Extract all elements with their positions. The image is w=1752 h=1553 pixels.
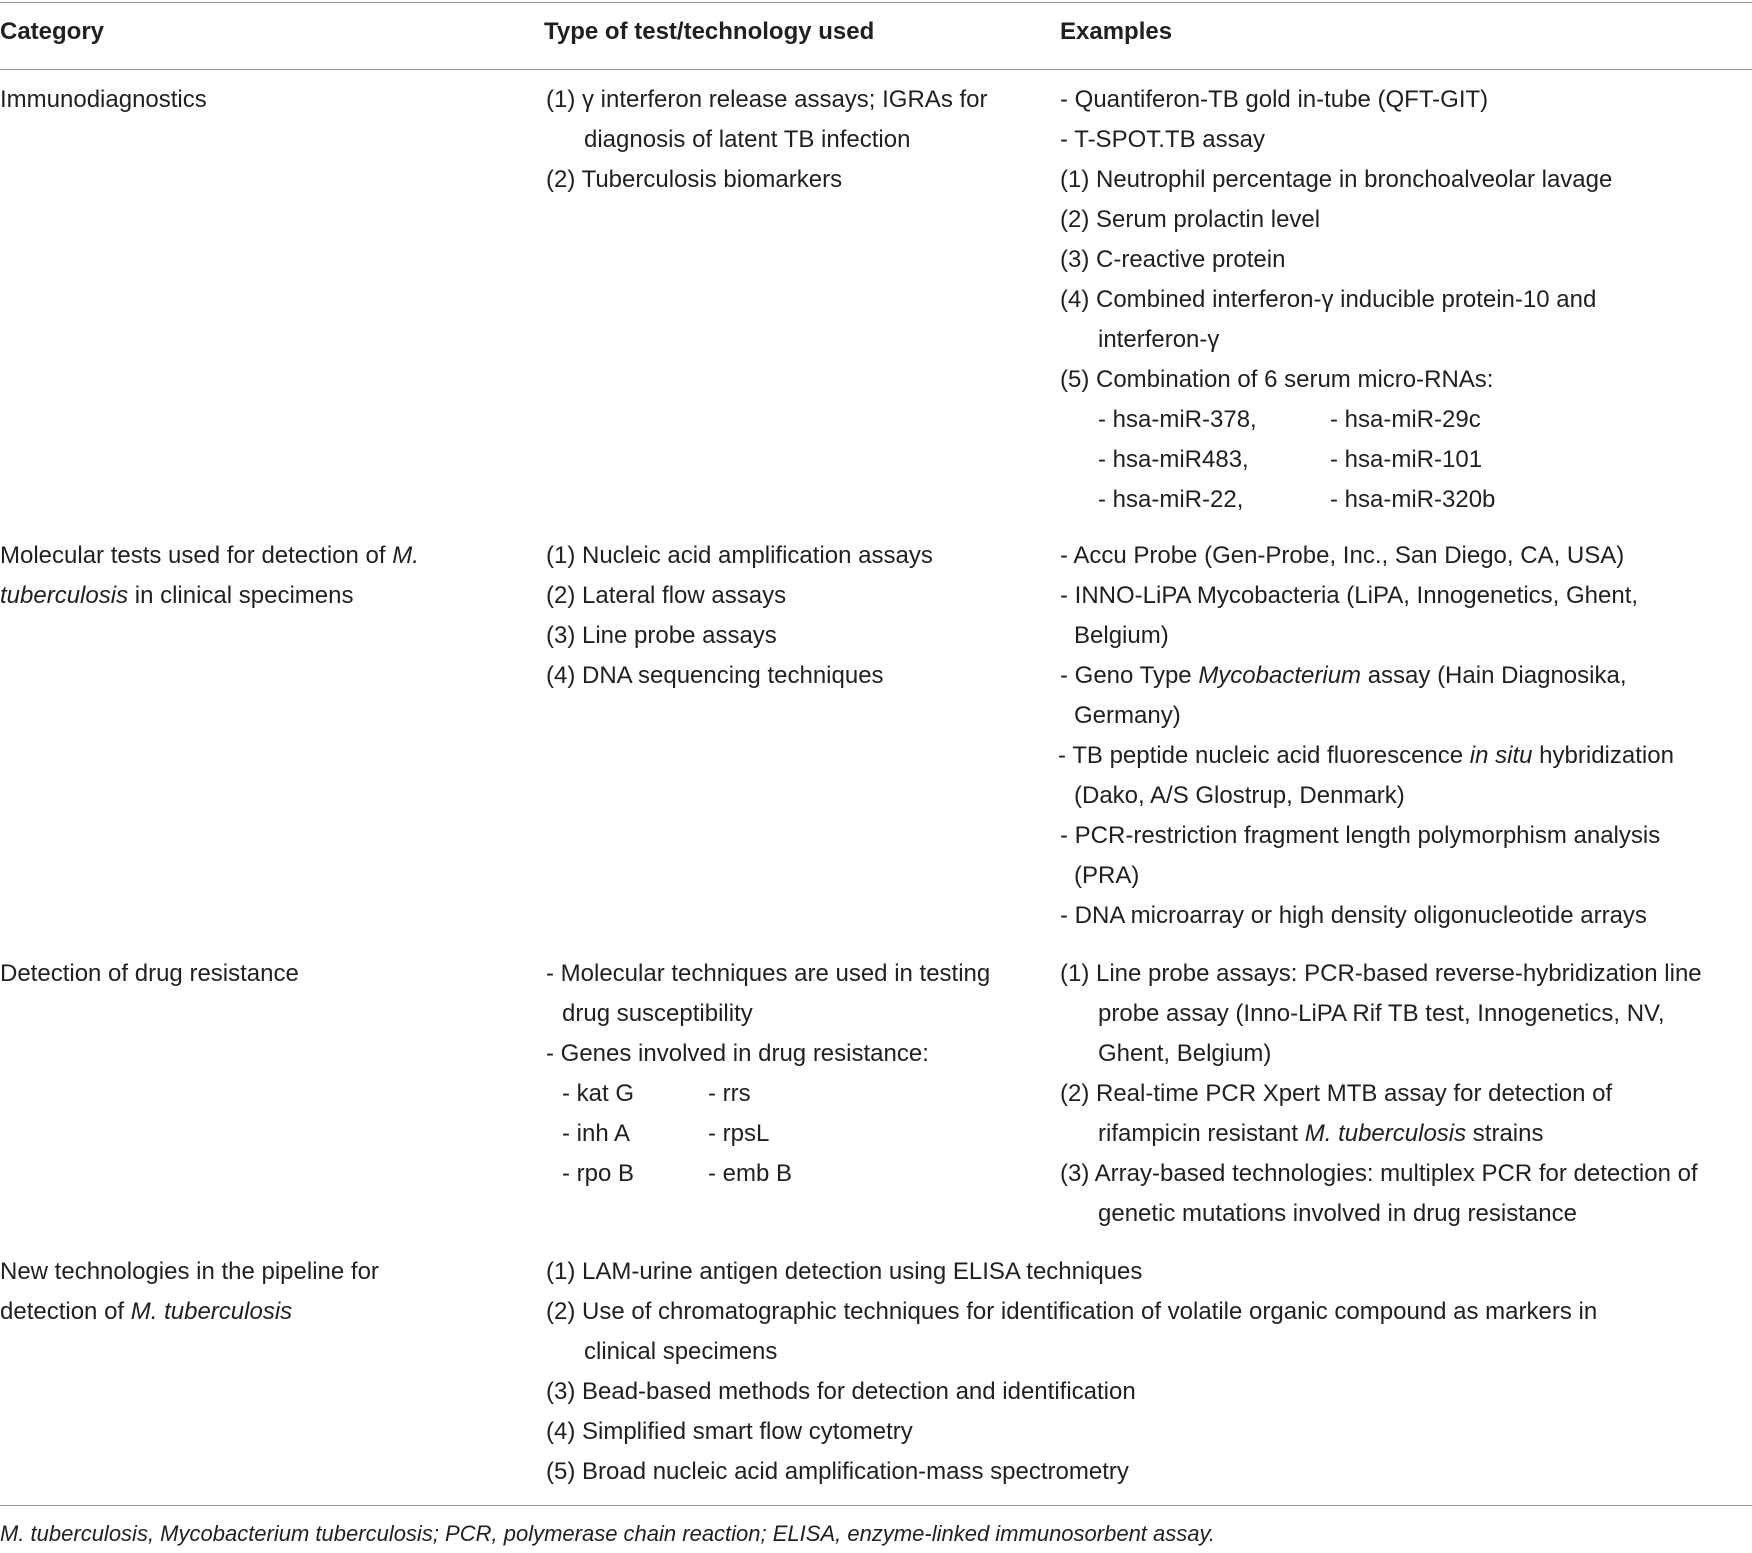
row4-type-line: (2) Use of chromatographic techniques for identification of volatile organic compound as markers in xyxy=(546,1298,1598,1325)
example-text: hybridization xyxy=(1532,742,1674,769)
row1-example-line: (5) Combination of 6 serum micro-RNAs: xyxy=(1060,366,1494,393)
row3-example-line: probe assay (Inno-LiPA Rif TB test, Innogenetics, NV, xyxy=(1098,1000,1665,1027)
row4-category-cont xyxy=(0,1292,292,1332)
header-category: Category xyxy=(0,18,105,45)
example-italic: M. tuberculosis xyxy=(1304,1120,1467,1147)
mirna-item: - hsa-miR-22, xyxy=(1098,486,1244,513)
row2-example-line: - DNA microarray or high density oligonucleotide arrays xyxy=(1060,902,1647,929)
row1-example-line: (4) Combined interferon-γ inducible protein-10 and xyxy=(1060,286,1597,313)
row1-type-line: (2) Tuberculosis biomarkers xyxy=(546,166,843,193)
row3-example-line: Ghent, Belgium) xyxy=(1098,1040,1272,1067)
mirna-item: - hsa-miR-378, xyxy=(1098,406,1257,433)
row3-type-line: drug susceptibility xyxy=(562,1000,753,1027)
row1-example-line: - Quantiferon-TB gold in-tube (QFT-GIT) xyxy=(1060,86,1489,113)
row2-category-italic: M. xyxy=(392,542,419,569)
row3-type-line: - Genes involved in drug resistance: xyxy=(546,1040,929,1067)
row2-type-line: (3) Line probe assays xyxy=(546,622,777,649)
row3-type-line: - Molecular techniques are used in testing xyxy=(546,960,991,987)
row2-example-line: Germany) xyxy=(1074,702,1181,729)
example-text: strains xyxy=(1466,1120,1544,1147)
row4-type-line: (5) Broad nucleic acid amplification-mass spectrometry xyxy=(546,1458,1129,1485)
row1-category: Immunodiagnostics xyxy=(0,86,207,113)
row4-type-line: clinical specimens xyxy=(584,1338,778,1365)
row2-category-italic: tuberculosis xyxy=(0,582,129,609)
row2-type-line: (4) DNA sequencing techniques xyxy=(546,662,884,689)
table-bottom-rule xyxy=(0,1505,1752,1506)
row2-category-cont xyxy=(0,576,353,616)
row2-example-line: Belgium) xyxy=(1074,622,1169,649)
row4-type-line: (3) Bead-based methods for detection and identification xyxy=(546,1378,1136,1405)
example-text: rifampicin resistant xyxy=(1098,1120,1305,1147)
header-type: Type of test/technology used xyxy=(544,18,875,45)
header-examples: Examples xyxy=(1060,18,1173,45)
gene-item: - emb B xyxy=(708,1160,793,1187)
row4-category-italic: M. tuberculosis xyxy=(130,1298,293,1325)
row2-type-line: (2) Lateral flow assays xyxy=(546,582,787,609)
row3-example-line: (2) Real-time PCR Xpert MTB assay for detection of xyxy=(1060,1080,1613,1107)
row4-type-line: (1) LAM-urine antigen detection using ELISA techniques xyxy=(546,1258,1143,1285)
gene-item: - rpo B xyxy=(562,1160,635,1187)
row2-example-line: (PRA) xyxy=(1074,862,1140,889)
row4-category: New technologies in the pipeline for xyxy=(0,1258,379,1285)
row4-category-text: detection of xyxy=(0,1298,131,1325)
row1-example-line: (2) Serum prolactin level xyxy=(1060,206,1321,233)
example-text: - TB peptide nucleic acid fluorescence xyxy=(1058,742,1470,769)
row1-type-line: (1) γ interferon release assays; IGRAs for xyxy=(546,86,988,113)
row2-example-line: - PCR-restriction fragment length polymorphism analysis xyxy=(1060,822,1661,849)
row2-category-text: Molecular tests used for detection of xyxy=(0,542,393,569)
row2-example-line xyxy=(1060,656,1626,696)
row3-example-line: genetic mutations involved in drug resistance xyxy=(1098,1200,1577,1227)
row3-example-line xyxy=(1098,1114,1543,1154)
gene-item: - kat G xyxy=(562,1080,635,1107)
row1-example-line: interferon-γ xyxy=(1098,326,1220,353)
example-text: - Geno Type xyxy=(1060,662,1199,689)
row3-example-line: (3) Array-based technologies: multiplex PCR for detection of xyxy=(1060,1160,1698,1187)
row2-type-line: (1) Nucleic acid amplification assays xyxy=(546,542,933,569)
header-bottom-rule xyxy=(0,69,1752,70)
example-italic: Mycobacterium xyxy=(1198,662,1362,689)
row2-category-text: in clinical specimens xyxy=(128,582,354,609)
mirna-item: - hsa-miR483, xyxy=(1098,446,1249,473)
mirna-item: - hsa-miR-29c xyxy=(1330,406,1481,433)
table-top-rule xyxy=(0,2,1752,3)
row2-category xyxy=(0,536,419,576)
mirna-item: - hsa-miR-320b xyxy=(1330,486,1496,513)
row4-type-line: (4) Simplified smart flow cytometry xyxy=(546,1418,913,1445)
example-text: assay (Hain Diagnosika, xyxy=(1361,662,1627,689)
row3-category: Detection of drug resistance xyxy=(0,960,299,987)
row2-example-line: - Accu Probe (Gen-Probe, Inc., San Diego, CA, USA) xyxy=(1060,542,1625,569)
mirna-item: - hsa-miR-101 xyxy=(1330,446,1483,473)
row2-example-line: (Dako, A/S Glostrup, Denmark) xyxy=(1074,782,1405,809)
row1-example-line: - T-SPOT.TB assay xyxy=(1060,126,1265,153)
row1-example-line: (3) C-reactive protein xyxy=(1060,246,1286,273)
gene-item: - rpsL xyxy=(708,1120,770,1147)
row2-example-line: - INNO-LiPA Mycobacteria (LiPA, Innogenetics, Ghent, xyxy=(1060,582,1639,609)
row1-type-line: diagnosis of latent TB infection xyxy=(584,126,911,153)
row3-example-line: (1) Line probe assays: PCR-based reverse-hybridization line xyxy=(1060,960,1702,987)
table-footnote: M. tuberculosis, Mycobacterium tuberculosis; PCR, polymerase chain reaction; ELISA, enzyme-linked immunosorbent assay. xyxy=(0,1521,1215,1546)
gene-item: - inh A xyxy=(562,1120,631,1147)
gene-item: - rrs xyxy=(708,1080,751,1107)
row1-example-line: (1) Neutrophil percentage in bronchoalveolar lavage xyxy=(1060,166,1613,193)
example-italic: in situ xyxy=(1469,742,1533,769)
row2-example-line xyxy=(1058,736,1674,776)
